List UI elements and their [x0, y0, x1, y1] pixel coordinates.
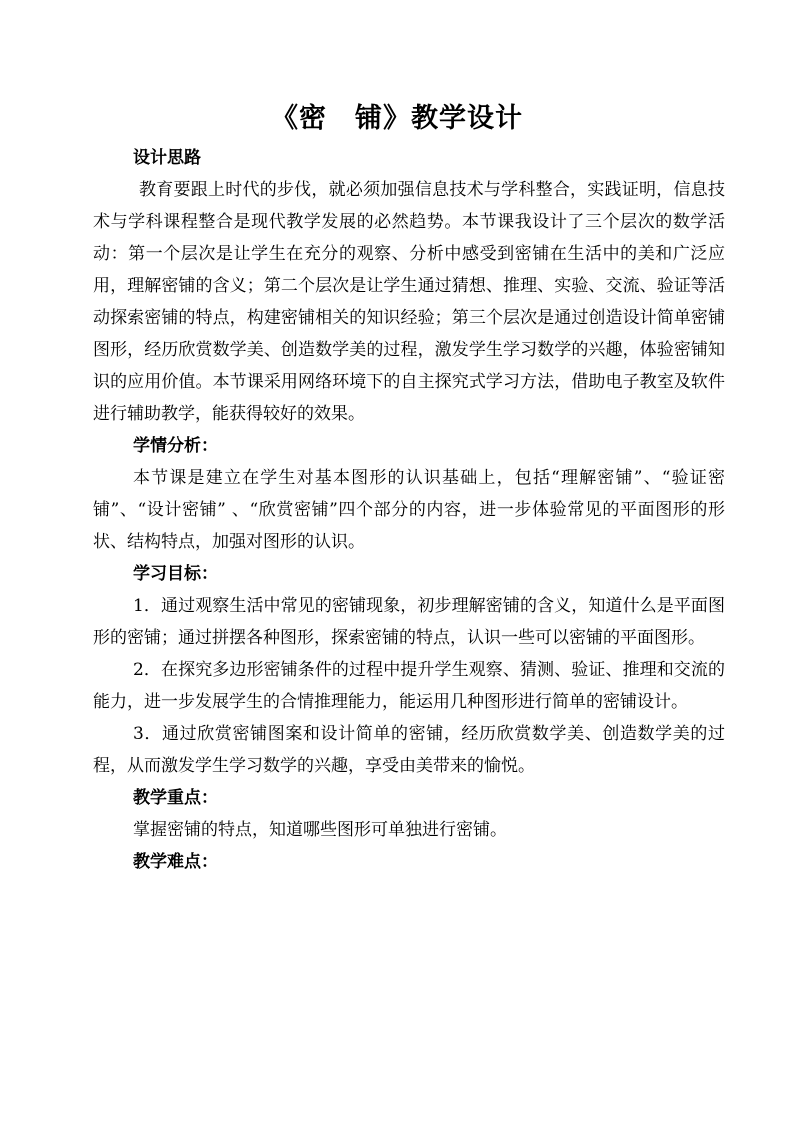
objective-item: 2．在探究多边形密铺条件的过程中提升学生观察、猜测、验证、推理和交流的能力，进一步发展学生的合情推理能力，能运用几种图形进行简单的密铺设计。 — [93, 660, 725, 712]
section-teaching-focus — [93, 782, 725, 846]
section-heading: 学习目标： — [133, 564, 218, 584]
document-body — [93, 142, 725, 878]
section-design-idea — [93, 142, 725, 430]
section-learning-objectives — [93, 558, 725, 782]
objective-item: 3．通过欣赏密铺图案和设计简单的密铺，经历欣赏数学美、创造数学美的过程，从而激发学生学习数学的兴趣，享受由美带来的愉悦。 — [93, 724, 725, 776]
section-paragraph: 教育要跟上时代的步伐，就必须加强信息技术与学科整合，实践证明，信息技术与学科课程整合是现代教学发展的必然趋势。本节课我设计了三个层次的数学活动：第一个层次是让学生在充分的观察、分析中感受到密铺在生活中的美和广泛应用，理解密铺的含义；第二个层次是让学生通过猜想、推理、实验、交流、验证等活动探索密铺的特点，构建密铺相关的知识经验；第三个层次是通过创造设计简单密铺图形，经历欣赏数学美、创造数学美的过程，激发学生学习数学的兴趣，体验密铺知识的应用价值。本节课采用网络环境下的自主探究式学习方法，借助电子教室及软件进行辅助教学，能获得较好的效果。 — [93, 180, 725, 424]
section-heading: 设计思路 — [133, 148, 201, 168]
section-learner-analysis — [93, 430, 725, 558]
document-title: 《密 铺》教学设计 — [271, 103, 523, 134]
objective-item: 1．通过观察生活中常见的密铺现象，初步理解密铺的含义，知道什么是平面图形的密铺；通过拼摆各种图形，探索密铺的特点，认识一些可以密铺的平面图形。 — [93, 596, 725, 648]
section-heading: 教学难点： — [133, 852, 218, 872]
section-paragraph: 掌握密铺的特点，知道哪些图形可单独进行密铺。 — [133, 820, 507, 840]
section-heading: 学情分析： — [133, 436, 218, 456]
section-paragraph: 本节课是建立在学生对基本图形的认识基础上，包括“理解密铺”、“验证密铺”、“设计密铺” 、“欣赏密铺”四个部分的内容，进一步体验常见的平面图形的形状、结构特点，加强对图形的认识。 — [93, 468, 725, 552]
section-teaching-difficulty — [93, 846, 725, 878]
section-heading: 教学重点： — [133, 788, 218, 808]
